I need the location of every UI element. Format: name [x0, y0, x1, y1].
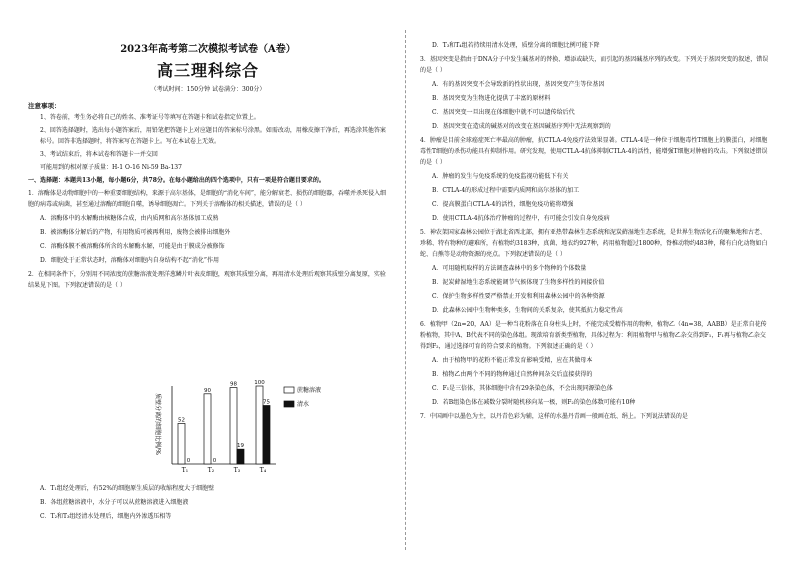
- q2-options: [28, 480, 388, 525]
- exam-title: 2023年高考第二次模拟考试卷（A卷）: [120, 44, 296, 55]
- data-label: 75: [263, 399, 270, 406]
- q6-option-a: A．由于植物甲的花粉不能正常发育影响受精，应在其做母本: [432, 357, 593, 364]
- q7-stem: 7．中国画中以墨色为主，以丹青色彩为辅，这样的水墨丹青画一般画在纸、绢上。下列说法错误的是: [420, 413, 688, 420]
- bar-water: [263, 406, 270, 465]
- subject-title: 高三理科综合: [156, 61, 259, 80]
- q3-option-d: D．基因突变在造成的碱基对的改变在基因碱基序列中无法观察到的: [432, 123, 611, 130]
- q2-option-c: C．T₂和T₃组经清水处理后，细胞内外渗透压相等: [40, 513, 172, 520]
- q5-option-d: D．此森林公园中生物种类多，生物间的关系复杂，使其抵抗力稳定性高: [432, 307, 623, 314]
- data-label: 0: [186, 458, 191, 464]
- bar-sucrose: [256, 386, 263, 464]
- q6-option-d: D．若B组染色体在减数分裂时随机移向某一极，则F₂的染色体数可能有10种: [432, 399, 636, 406]
- column-divider: [405, 30, 406, 550]
- q2-option-a: A．T₁组经处理后，有52%的细胞原生质层的收缩程度大于细胞壁: [40, 485, 215, 492]
- q6-option-c: C．F₁是三倍体，其体细胞中含有29条染色体，不会出现同源染色体: [432, 385, 613, 392]
- q5-option-a: A．可用随机取样的方法调查森林中的多个物种的个体数量: [432, 265, 587, 272]
- q6-stem: 6．植物甲（2n=20，AA）是一种当花粉落在自身柱头上时，不能完成受精作用的物种，植物乙（4n=38，AABB）是正常自花传粉植物，其中A、B代表不同的染色体组。现欲培育新类型植物，具体过程为：利用植物甲与植物乙杂交得到F₁，F₁再与植物乙杂交得到F₂，通过选择可育的符合要求的植物。下列叙述正确的是（ ）: [420, 321, 767, 350]
- data-label: 98: [230, 381, 237, 388]
- q2-option-b: B．各组蔗糖溶液中，水分子可以从蔗糖溶液进入细胞液: [40, 499, 189, 506]
- x-tick-label: T₂: [207, 467, 215, 474]
- q3-stem: 3．基因突变是指由于DNA分子中发生碱基对的替换、增添或缺失，而引起的基因碱基序列的改变。下列关于基因突变的叙述，错误的是（ ）: [420, 56, 769, 74]
- q4-stem: 4．肿瘤是目前全球癌症死亡率最高的肿瘤，抗CTLA-4免疫疗法效果显著。CTLA-4是一种位于细胞毒性T细胞上的膜蛋白，对细胞毒性T细胞的杀伤功能具有抑制作用。研究发现，使用CTLA-4抗体抑制CTLA-4的活性，能增强T细胞对肿瘤的攻击。下列叙述错误的是（ ）: [420, 137, 768, 166]
- q5-option-c: C．保护生物多样性要严格禁止开发和利用森林公园中的各种资源: [432, 293, 605, 300]
- q1-option-a: A．溶酶体中的水解酶由核糖体合成，由内质网和高尔基体加工成熟: [40, 215, 219, 222]
- data-label: 52: [178, 417, 185, 424]
- q1-option-b: B．被溶酶体分解后的产物，有用物质可被再利用，废物会被排出细胞外: [40, 229, 231, 236]
- legend-swatch: [284, 387, 294, 393]
- bar-water: [237, 449, 244, 464]
- legend-label: 清水: [297, 401, 310, 408]
- notes-heading: 注意事项：: [28, 102, 61, 110]
- note-item: 2、回答选择题时，选出每小题答案后，用铅笔把答题卡上对应题目的答案标号涂黑。如需改动，用橡皮擦干净后，再选涂其他答案标号。回答非选择题时，将答案写在答题卡上。写在本试卷上无效。: [40, 127, 386, 145]
- y-axis-label: 质壁分离的细胞比例/%: [154, 393, 161, 455]
- q5-option-b: B．泥炭藓湿地生态系统能调节气候体现了生物多样性的间接价值: [432, 279, 605, 286]
- left-column: [28, 0, 388, 562]
- q4-option-a: A．肿瘤的发生与免疫系统的免疫监视功能低下有关: [432, 173, 569, 180]
- data-label: 100: [254, 380, 265, 386]
- x-tick-label: T₃: [233, 467, 241, 474]
- x-tick-label: T₁: [181, 467, 189, 474]
- q2-stem: 2．在相同条件下，分别用不同浓度的蔗糖溶液处理洋葱鳞片叶表皮细胞，观察其质壁分离，再用清水处理后观察其质壁分离复原，实验结果见下图。下列叙述错误的是（ ）: [28, 271, 386, 289]
- q1-stem: 1．溶酶体是动物细胞中的一种重要细胞结构，来源于高尔基体，是细胞的“消化车间”，能分解衰老、损伤的细胞器，吞噬并杀死侵入细胞的病毒或病菌，甚至通过溶酶的细胞自噬，诱导细胞凋亡。下列关于溶酶体的相关描述，错误的是（ ）: [28, 190, 386, 208]
- q2-option-d: D．T₃和T₄组若持续用清水处理，质壁分离的细胞比例可能下降: [432, 42, 600, 49]
- q4-option-d: D．使用CTLA-4抗体治疗肿瘤的过程中，有可能会引发自身免疫病: [432, 215, 610, 222]
- q4-option-c: C．提高膜蛋白CTLA-4的活性，细胞免疫功能将增强: [432, 201, 574, 208]
- right-column: [420, 0, 770, 562]
- section-heading: 一、选择题：本题共13小题，每小题6分，共78分。在每小题给出的四个选项中，只有一项是符合题目要求的。: [28, 177, 325, 184]
- q3-option-b: B．基因突变为生物进化提供了丰富的原材料: [432, 95, 551, 102]
- legend-label: 蔗糖溶液: [297, 387, 322, 394]
- q3-option-a: A．有的基因突变不会导致新的性状出现，基因突变产生等位基因: [432, 81, 605, 88]
- legend-swatch: [284, 401, 294, 407]
- note-item: 1、答卷前，考生务必将自己的姓名、准考证号等填写在答题卡和试卷指定位置上。: [40, 114, 260, 121]
- q3-option-c: C．基因突变一旦出现在体细胞中就不可以遗传给后代: [432, 109, 575, 116]
- q1-option-c: C．溶酶体膜不被溶酶体所含的水解酶水解，可能是由于膜成分被修饰: [40, 243, 225, 250]
- data-label: 0: [212, 458, 217, 464]
- exam-meta: （考试时间：150分钟 试卷满分：300分）: [150, 86, 266, 93]
- data-label: 90: [204, 387, 211, 394]
- bar-sucrose: [230, 388, 237, 464]
- q1-option-d: D．细胞处于正常状态时，溶酶体对细胞内自身结构不起“消化”作用: [40, 257, 219, 264]
- q6-option-b: B．植物乙由两个不同的物种通过自然种间杂交后直接获得的: [432, 371, 593, 378]
- plasmolysis-bar-chart: [148, 378, 322, 478]
- note-item: 3、考试结束后，将本试卷和答题卡一并交回: [40, 151, 158, 158]
- data-label: 19: [237, 443, 244, 450]
- bar-sucrose: [178, 423, 185, 464]
- atomic-mass-line: 可能用到的相对原子质量：H-1 O-16 Ni-59 Ba-137: [40, 164, 182, 171]
- x-tick-label: T₄: [259, 467, 267, 474]
- q5-stem: 5．神农架国家森林公园位于湖北省西北部，拥有亚热带森林生态系统和泥炭藓湿地生态系统，是世界生物活化石的聚集地和古老、珍稀、特有物种的避难所，有植物约3183种，真菌、地衣约927种，药用植物超过1800种，脊椎动物约483种，稀有白化动物如白蛇、白熊等是动物资源的亮点。下列叙述错误的是（ ）: [420, 229, 768, 258]
- bar-sucrose: [204, 394, 211, 464]
- q4-option-b: B．CTLA-4的形成过程中需要内质网和高尔基体的加工: [432, 187, 580, 194]
